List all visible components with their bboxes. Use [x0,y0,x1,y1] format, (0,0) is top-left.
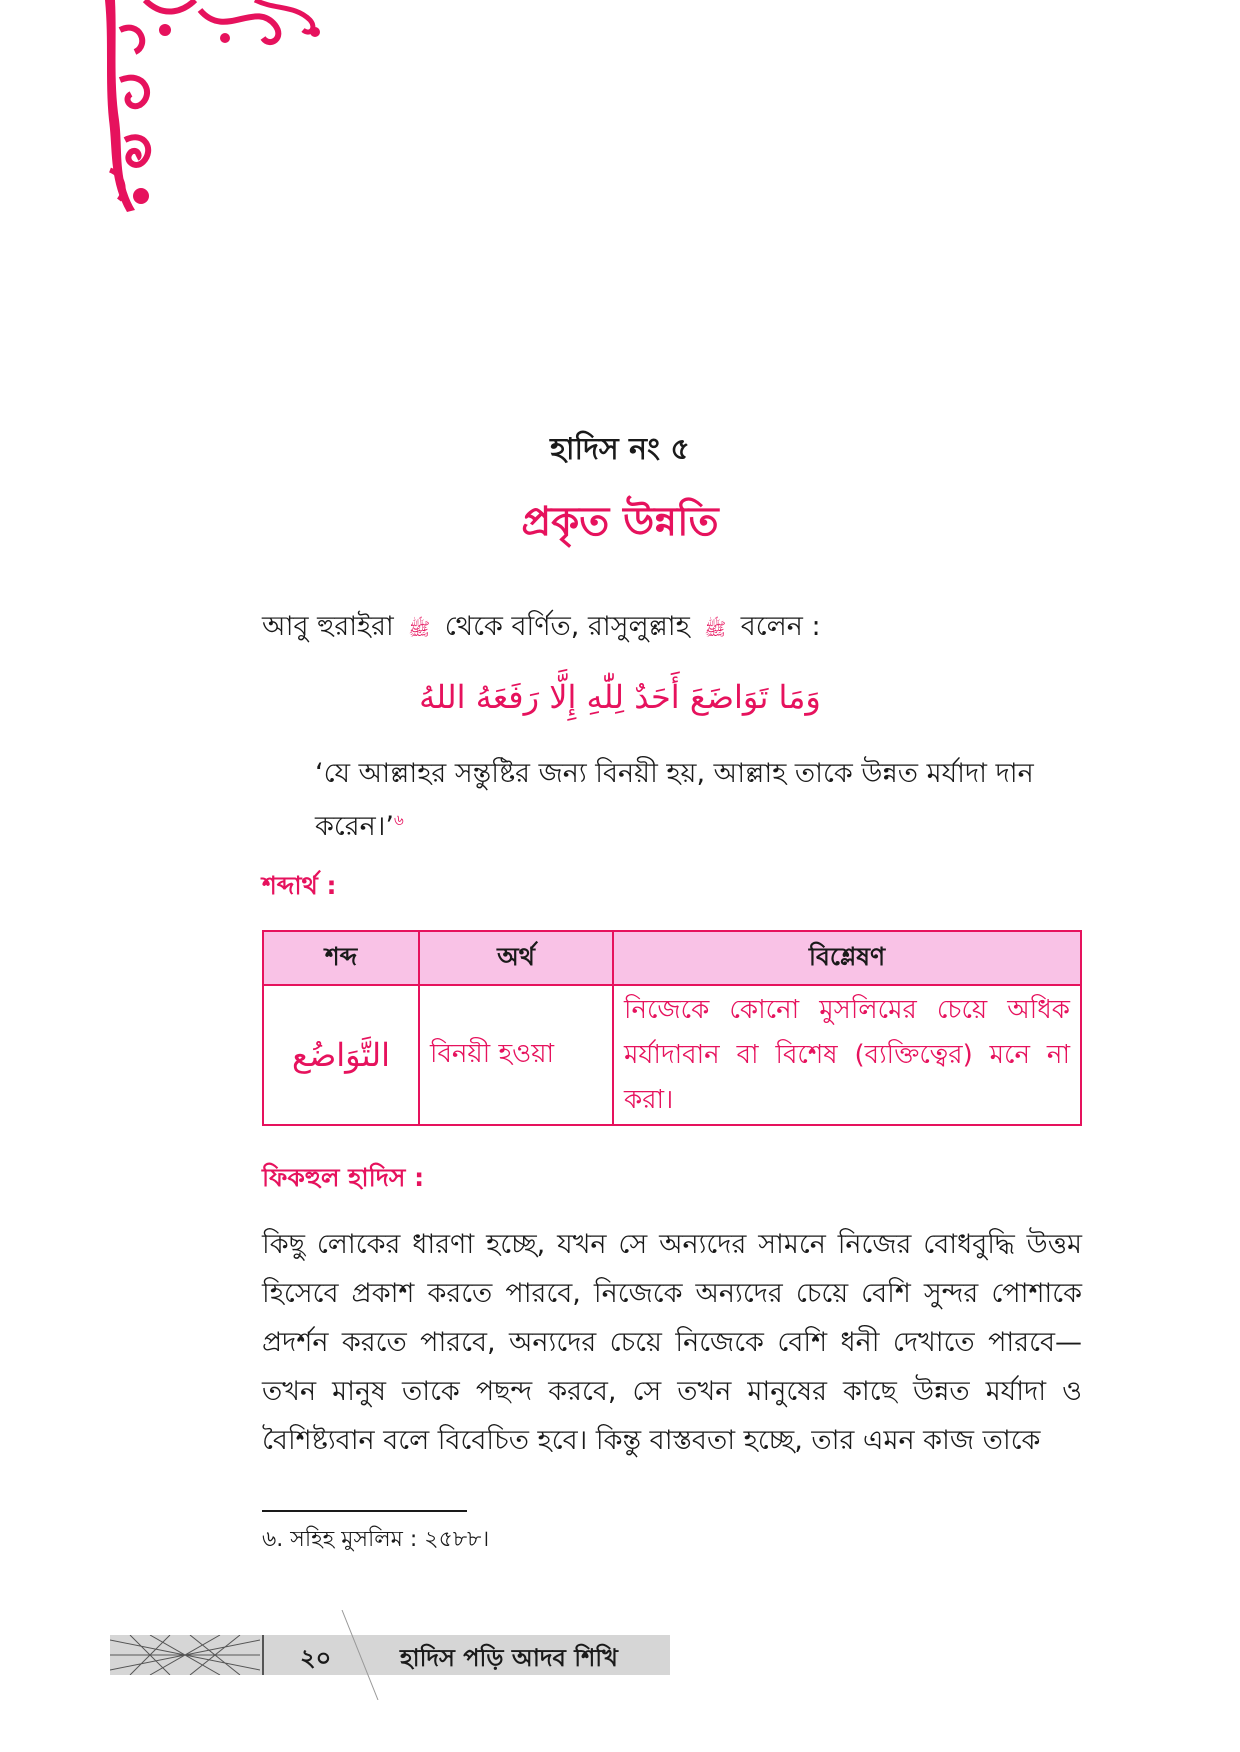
honorific-icon: ﷺ [704,619,727,640]
arabic-hadith-text: وَمَا تَوَاضَعَ أَحَدٌ لِلّٰهِ إِلَّا رَفَعَهُ اللهُ [419,678,821,716]
page-number: ২০ [300,1644,332,1672]
footnote-divider [262,1510,467,1512]
narration-line [262,606,821,651]
hadith-number: হাদিস নং ৫ [550,432,690,467]
footer-slash-line [340,1610,380,1700]
hadith-title: প্রকৃত উন্নতি [521,499,719,545]
narration-part1: আবু হুরাইরা [262,611,394,642]
header-analysis: বিশ্লেষণ [613,931,1081,985]
book-title: হাদিস পড়ি আদব শিখি [400,1644,618,1672]
narration-part3: বলেন : [740,611,821,642]
footer-separator [262,1635,264,1675]
translation-text: ‘যে আল্লাহর সন্তুষ্টির জন্য বিনয়ী হয়, আল্লাহ তাকে উন্নত মর্যাদা দান করেন।’ [315,758,1034,842]
fiqh-label: ফিকহুল হাদিস : [262,1163,425,1192]
footer-pattern-graphic [110,1635,260,1675]
header-meaning: অর্থ [419,931,613,985]
cell-meaning: বিনয়ী হওয়া [419,985,613,1125]
vocabulary-table [262,930,1082,1126]
footnote-text: ৬. সহিহ মুসলিম : ২৫৮৮। [262,1527,490,1552]
header-word: শব্দ [263,931,419,985]
footnote-ref: ৬ [393,811,404,829]
narration-part2: থেকে বর্ণিত, রাসুলুল্লাহ [444,611,690,642]
fiqh-paragraph: কিছু লোকের ধারণা হচ্ছে, যখন সে অন্যদের সামনে নিজের বোধবুদ্ধি উত্তম হিসেবে প্রকাশ করতে পারবে, নিজেকে অন্যদের চেয়ে বেশি সুন্দর পোশাকে প্রদর্শন করতে পারবে, অন্যদের চেয়ে নিজেকে বেশি ধনী দেখাতে পারবে—তখন মানুষ তাকে পছন্দ করবে, সে তখন মানুষের কাছে উন্নত মর্যাদা ও বৈশিষ্ট্যবান বলে বিবেচিত হবে। কিন্তু বাস্তবতা হচ্ছে, তার এমন কাজ তাকে [262,1229,1082,1456]
honorific-icon: ﷺ [408,619,431,640]
corner-ornament [105,0,325,215]
translation-block [315,750,1055,850]
vocabulary-label: শব্দার্থ : [262,871,337,900]
cell-analysis: নিজেকে কোনো মুসলিমের চেয়ে অধিক মর্যাদাবান বা বিশেষ (ব্যক্তিত্বের) মনে না করা। [613,985,1081,1125]
cell-word: التَّوَاضُع [263,985,419,1125]
table-row [263,985,1081,1125]
table-header-row [263,931,1081,985]
